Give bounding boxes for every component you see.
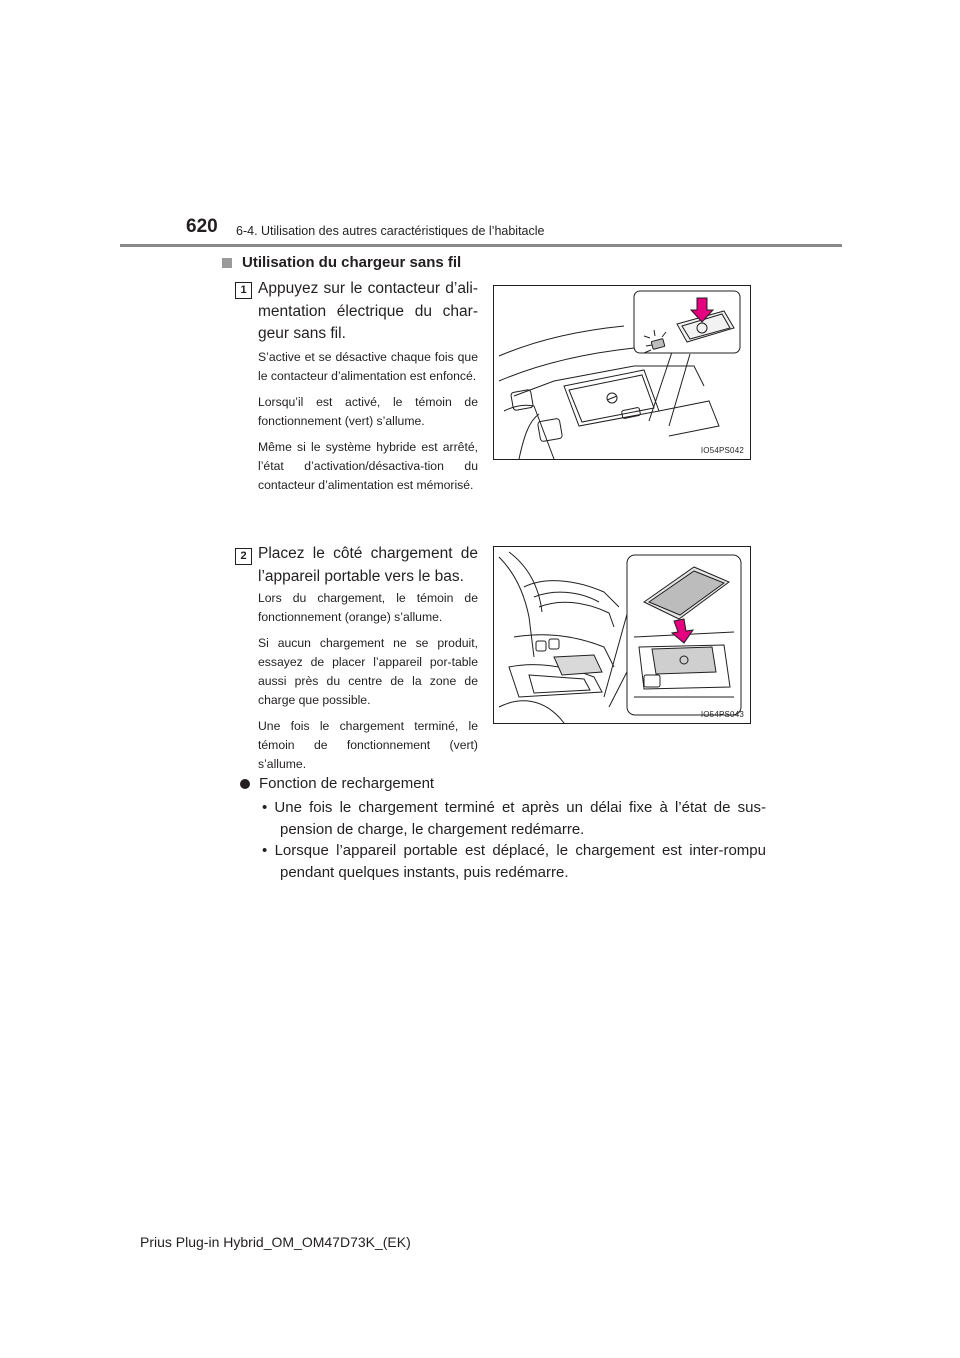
square-bullet-icon: [222, 258, 232, 268]
page-number: 620: [186, 216, 218, 237]
step-1-text: Appuyez sur le contacteur d’ali-mentation électrique du char-geur sans fil.: [258, 280, 478, 342]
step-2-text: Placez le côté chargement de l’appareil portable vers le bas.: [258, 545, 478, 585]
step-1-note-2: Lorsqu’il est activé, le témoin de fonctionnement (vert) s’allume.: [258, 395, 478, 428]
step-1-notes: [258, 348, 478, 495]
wireless-charger-tray-illustration: [494, 547, 750, 723]
illustration-code-2: IO54PS043: [700, 710, 744, 719]
header-rule: [120, 244, 842, 247]
function-item-2: • Lorsque l’appareil portable est déplacé, le chargement est inter-rompu pendant quelques instants, puis redémarre.: [262, 842, 766, 881]
function-item-1: • Une fois le chargement terminé et après un délai fixe à l’état de sus-pension de charge, le chargement redémarre.: [262, 799, 766, 838]
illustration-step-2: [493, 546, 751, 724]
section-heading: [222, 254, 461, 271]
function-title-text: Fonction de rechargement: [259, 775, 435, 792]
step-2-note-1: Lors du chargement, le témoin de fonctionnement (orange) s’allume.: [258, 591, 478, 624]
function-title: [240, 775, 434, 792]
section-heading-text: Utilisation du chargeur sans fil: [242, 254, 462, 271]
step-1-note-1: S’active et se désactive chaque fois que le contacteur d’alimentation est enfoncé.: [258, 350, 478, 383]
chapter-title: 6-4. Utilisation des autres caractéristiques de l’habitacle: [236, 224, 545, 238]
illustration-step-1: [493, 285, 751, 460]
step-2-note-3: Une fois le chargement terminé, le témoin de fonctionnement (vert) s’allume.: [258, 719, 478, 771]
console-switch-illustration: [494, 286, 750, 459]
step-2-note-2: Si aucun chargement ne se produit, essayez de placer l’appareil por-table aussi près du centre de la zone de charge que possible.: [258, 636, 478, 707]
illustration-code-1: IO54PS042: [700, 446, 744, 455]
footer-text: Prius Plug-in Hybrid_OM_OM47D73K_(EK): [140, 1234, 411, 1250]
step-number-1: 1: [235, 282, 252, 299]
round-bullet-icon: [240, 779, 250, 789]
step-2-notes: [258, 589, 478, 774]
step-1-note-3: Même si le système hybride est arrêté, l’état d’activation/désactiva-tion du contacteur d’alimentation est mémorisé.: [258, 440, 478, 492]
step-number-2: 2: [235, 548, 252, 565]
